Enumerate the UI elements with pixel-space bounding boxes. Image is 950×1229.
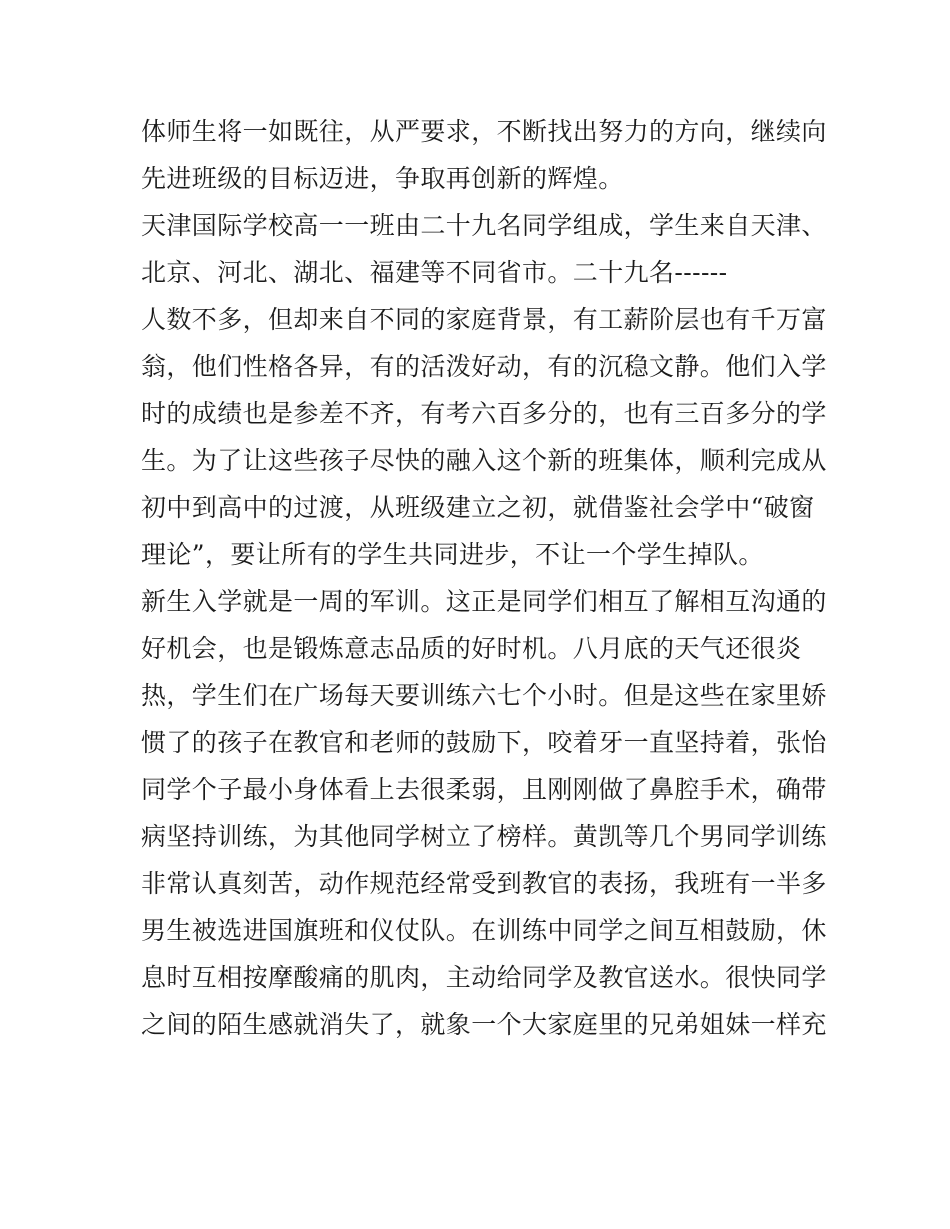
text-line: 男生被选进国旗班和仪仗队。在训练中同学之间互相鼓励，休	[141, 916, 827, 945]
text-line: 息时互相按摩酸痛的肌肉，主动给同学及教官送水。很快同学	[141, 963, 827, 992]
text-line: 人数不多，但却来自不同的家庭背景，有工薪阶层也有千万富	[141, 305, 827, 334]
text-line: 先进班级的目标迈进，争取再创新的辉煌。	[141, 164, 624, 193]
body-text	[141, 108, 827, 1048]
text-line: 天津国际学校高一一班由二十九名同学组成，学生来自天津、	[141, 211, 827, 240]
text-line: 之间的陌生感就消失了，就象一个大家庭里的兄弟姐妹一样充	[141, 1010, 827, 1039]
text-line: 生。为了让这些孩子尽快的融入这个新的班集体，顺利完成从	[141, 446, 827, 475]
text-line: 病坚持训练，为其他同学树立了榜样。黄凯等几个男同学训练	[141, 822, 827, 851]
text-line: 好机会，也是锻炼意志品质的好时机。八月底的天气还很炎	[141, 634, 802, 663]
text-line: 时的成绩也是参差不齐，有考六百多分的，也有三百多分的学	[141, 399, 827, 428]
text-line: 非常认真刻苦，动作规范经常受到教官的表扬，我班有一半多	[141, 869, 827, 898]
text-line: 理论”，要让所有的学生共同进步，不让一个学生掉队。	[141, 540, 764, 569]
text-line: 新生入学就是一周的军训。这正是同学们相互了解相互沟通的	[141, 587, 827, 616]
text-line: 热，学生们在广场每天要训练六七个小时。但是这些在家里娇	[141, 681, 827, 710]
text-line: 初中到高中的过渡，从班级建立之初，就借鉴社会学中“破窗	[141, 493, 815, 522]
text-line: 翁，他们性格各异，有的活泼好动，有的沉稳文静。他们入学	[141, 352, 827, 381]
text-line: 同学个子最小身体看上去很柔弱，且刚刚做了鼻腔手术，确带	[141, 775, 827, 804]
text-line: 体师生将一如既往，从严要求，不断找出努力的方向，继续向	[141, 117, 827, 146]
text-line: 北京、河北、湖北、福建等不同省市。二十九名------	[141, 258, 728, 287]
text-line: 惯了的孩子在教官和老师的鼓励下，咬着牙一直坚持着，张怡	[141, 728, 827, 757]
